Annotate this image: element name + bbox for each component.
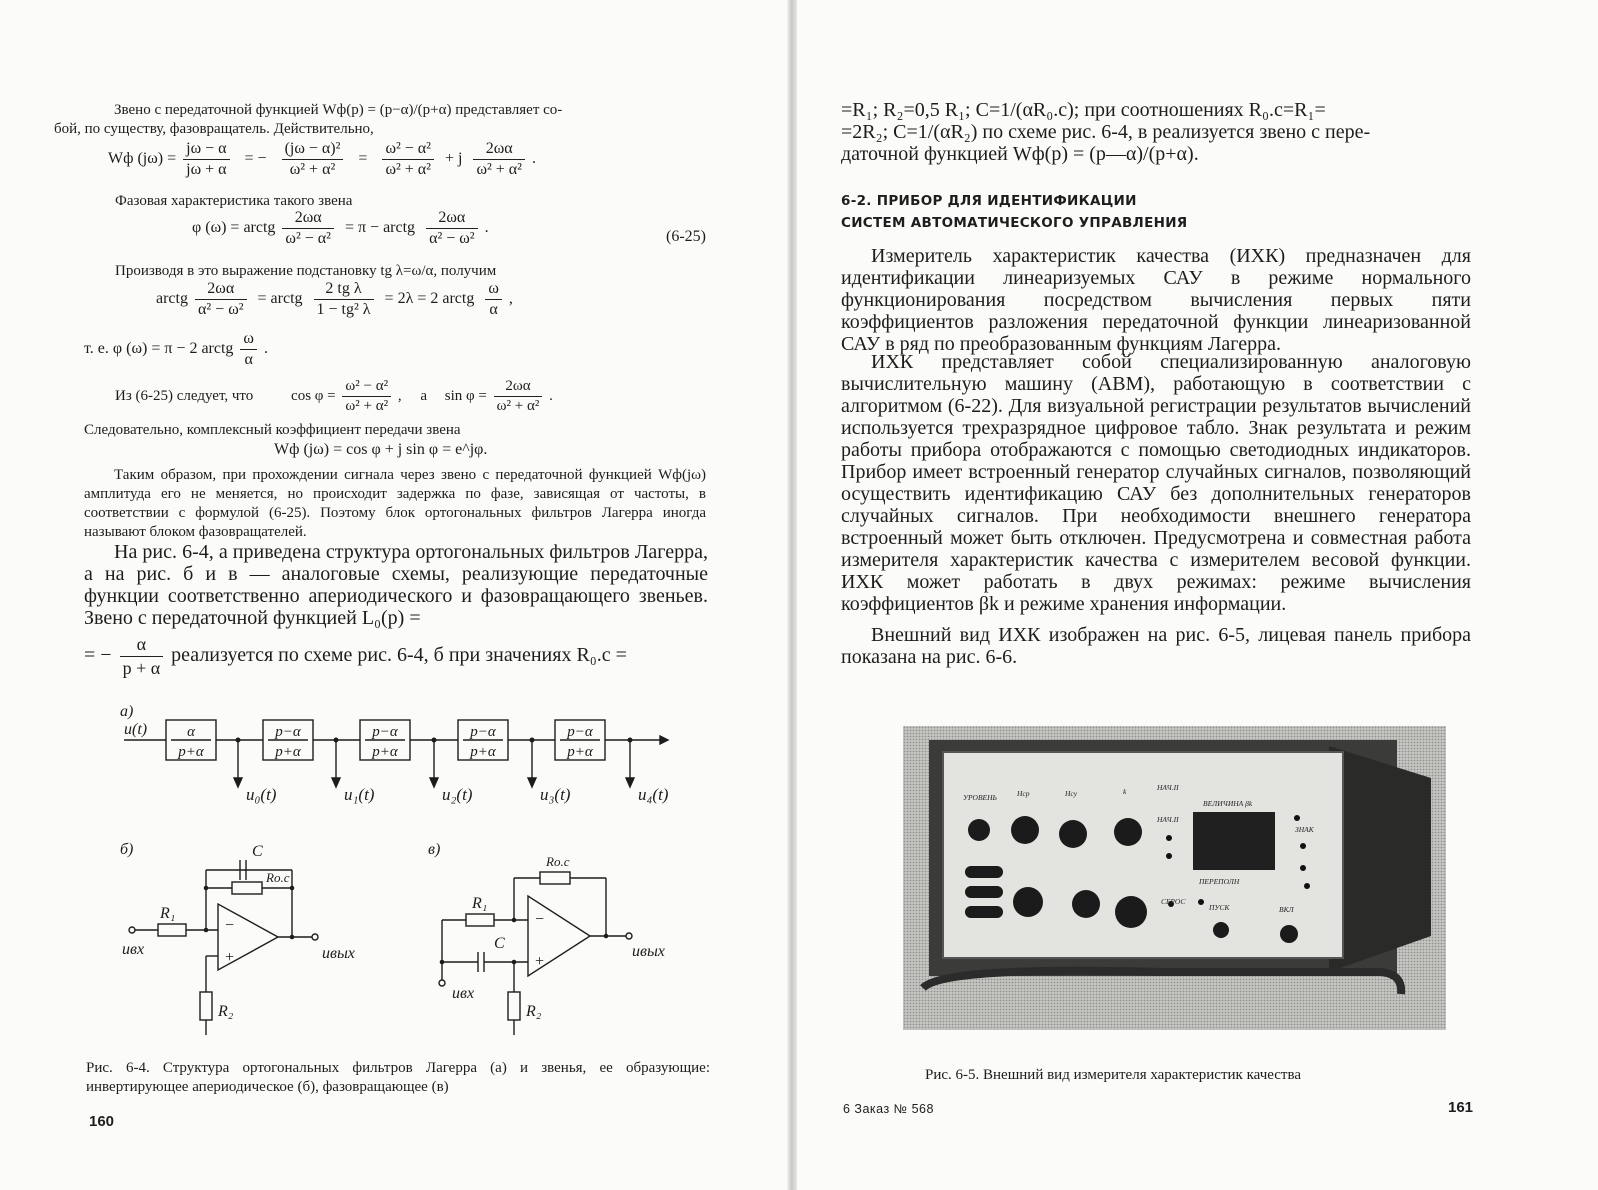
continued-line-1: =R₁; R₂=0,5 R₁; C=1/(αR₀.с); при соотношениях R₀.с=R₁= [841,99,1326,121]
paragraph-ihk-appearance: Внешний вид ИХК изображен на рис. 6-5, лицевая панель прибора показана на рис. 6-6. [841,624,1471,668]
circuit-b-plus: + [224,949,235,966]
heading-line-2: СИСТЕМ АВТОМАТИЧЕСКОГО УПРАВЛЕНИЯ [841,215,1188,231]
formula-te: т. е. φ (ω) = π − 2 arctg $\frac{\omega}{\alpha}$ . [84,330,268,368]
formula-transfer: Wф (jω) = $\frac{j\omega - \alpha}{j\omega + \alpha}$ = − $\frac{\text{(jω − α)²}}{\text{ω² + α²}}$ = $\frac{\text{ω² − α²}}{\text{ω² + α²}}$ + j $\frac{2\omega\alpha}{\text{ω² + α²}}$ . [108,140,536,178]
circuit-b-minus: − [224,917,235,934]
substitution-text: Производя в это выражение подстановку tg λ=ω/α, получим [115,263,497,279]
continued-text [841,99,1473,165]
section-heading [841,190,1187,234]
left-page [0,0,787,1190]
block-2-den: p+α [275,744,301,760]
circuit-v-uin: uвх [452,985,475,1002]
circuit-v-minus: − [534,911,545,928]
circuit-b-uin: uвх [122,941,145,958]
complex-coefficient-text: Следовательно, комплексный коэффициент передачи звена [84,422,461,438]
intro-line-2: бой, по существу, фазовращатель. Действительно, [54,121,374,137]
figure-6-4-caption: Рис. 6-4. Структура ортогональных фильтров Лагерра (а) и звенья, ее образующие: инвертирующее апериодическое (б), фазовращающее (в) [86,1060,710,1095]
formula-arctg: arctg $\frac{2\omega\alpha}{\text{α² − ω²}}$ = arctg $\frac{\text{2 tg λ}}{\text{1 − tg² λ}}$ = 2λ = 2 arctg $\frac{\omega}{\alpha}$ , [156,280,513,318]
photo-label-nach2: НАЧ.II [1157,815,1179,824]
output-u4: u₄(t) [638,785,669,804]
circuit-v-roc: Rо.с [546,854,570,869]
heading-line-1: 6-2. ПРИБОР ДЛЯ ИДЕНТИФИКАЦИИ [841,193,1137,209]
phase-intro: Фазовая характеристика такого звена [115,193,353,209]
photo-label-velichina: ВЕЛИЧИНА βk [1203,799,1253,808]
page-number-left: 160 [89,1113,115,1130]
paragraph-phase-shifter: Таким образом, при прохождении сигнала через звено с передаточной функцией Wф(jω) амплитуда его не меняется, но происходит задержка по фазе, зависящая от частоты, в соответствии с формулой (6-25). Поэтому блок ортогональных фильтров Лагерра иногда называют блоком фазовращателей. [84,467,706,540]
fig-label-v: в) [428,841,441,858]
formula-phase: φ (ω) = arctg $\frac{2\omega\alpha}{\text{ω² − α²}}$ = π − arctg $\frac{2\omega\alpha}{\text{α² − ω²}}$ . [192,209,489,247]
equation-number: (6-25) [666,228,706,245]
device-photo [903,726,1446,1030]
page-number-right: 161 [1448,1099,1474,1116]
print-order-note: 6 Заказ № 568 [843,1102,934,1116]
fig-label-b: б) [120,841,134,858]
circuit-b-r2: R₂ [218,1003,234,1020]
photo-label-hcy: Hсу [1065,789,1078,798]
continued-line-2: =2R₂; C=1/(αR₂) по схеме рис. 6-4, в реализуется звено с пере- [841,121,1371,143]
circuit-v-uout: uвых [632,943,665,960]
circuit-v-r2: R₂ [526,1003,542,1020]
formula-cos-sin: Из (6-25) следует, что cos φ = $\frac{\text{ω² − α²}}{\text{ω² + α²}}$ , а sin φ = $\frac{2\omega\alpha}{\text{ω² + α²}}$ . [115,378,553,414]
right-page [797,0,1598,1190]
block-3-den: p+α [372,744,398,760]
output-u1: u₁(t) [344,785,375,804]
photo-label-pusk: ПУСК [1209,903,1230,912]
circuit-b-r1: R₁ [160,905,176,922]
block-1-den: p+α [178,744,204,760]
continued-line-3: даточной функцией Wф(p) = (p—α)/(p+α). [841,143,1199,165]
photo-label-sbros: СБРОС [1161,897,1186,906]
fig-input-label: u(t) [124,721,148,738]
photo-label-vkl: ВКЛ [1279,905,1294,914]
formula-l0: = − $\frac{\alpha}{p + \alpha}$ реализуется по схеме рис. 6-4, б при значениях R₀.с = [84,634,627,678]
output-u0: u₀(t) [246,785,277,804]
circuit-v-capacitor: C [494,935,505,952]
photo-label-k: k [1123,787,1127,796]
figure-6-5-caption: Рис. 6-5. Внешний вид измерителя характеристик качества [925,1067,1302,1083]
photo-label-znak: ЗНАК [1295,825,1314,834]
figure-6-4 [0,690,787,1050]
output-u3: u₃(t) [540,785,571,804]
output-u2: u₂(t) [442,785,473,804]
photo-label-perepoln: ПЕРЕПОЛН [1199,877,1240,886]
block-4-den: p+α [470,744,496,760]
book-gutter [787,0,797,1190]
intro-line-1: Звено с передаточной функцией Wф(p) = (p−α)/(p+α) представляет со- [114,102,563,118]
block-4-num: p−α [470,724,496,740]
circuit-b-roc: Rо.с [266,870,290,885]
paragraph-ihk-description: ИХК представляет собой специализированную аналоговую вычислительную машину (АВМ), работающую в соответствии с алгоритмом (6-22). Для визуальной регистрации результатов вычислений используется трехразрядное цифровое табло. Знак результата и режим работы прибора отображаются с помощью светодиодных индикаторов. Прибор имеет встроенный генератор случайных сигналов, позволяющий осуществить идентификацию САУ без дополнительных генераторов случайных сигналов. При необходимости внешнего генератора встроенный может быть отключен. Предусмотрена и совместная работа измерителя характеристик качества с измерителем весовой функции. ИХК может работать в двух режимах: режиме вычисления коэффициентов βk и режиме хранения информации. [841,351,1471,615]
circuit-v-plus: + [534,953,545,970]
fig-label-a: а) [120,703,134,720]
block-2-num: p−α [275,724,301,740]
circuit-v-r1: R₁ [472,895,488,912]
block-3-num: p−α [372,724,398,740]
paragraph-laguerre: На рис. 6-4, а приведена структура ортогональных фильтров Лагерра, а на рис. б и в — аналоговые схемы, реализующие передаточные функции соответственно апериодического и фазовращающего звеньев. Звено с передаточной функцией L₀(p) = [84,541,708,629]
block-1-num: α [187,724,195,740]
photo-label-level: УРОВЕНЬ [963,793,997,802]
circuit-b-uout: uвых [322,945,355,962]
block-5-num: p−α [567,724,593,740]
photo-label-hcp: Hср [1017,789,1030,798]
circuit-b-capacitor: C [252,843,263,860]
formula-euler: Wф (jω) = cos φ + j sin φ = e^jφ. [274,441,488,458]
intro-text [54,101,706,139]
block-5-den: p+α [567,744,593,760]
paragraph-ihk-purpose: Измеритель характеристик качества (ИХК) предназначен для идентификации линеаризуемых САУ в режиме нормального функционирования посредством вычисления первых пяти коэффициентов разложения передаточной функции линеаризованной САУ в ряд по преобразованным функциям Лагерра. [841,245,1471,355]
photo-label-nach1: НАЧ.II [1157,783,1179,792]
